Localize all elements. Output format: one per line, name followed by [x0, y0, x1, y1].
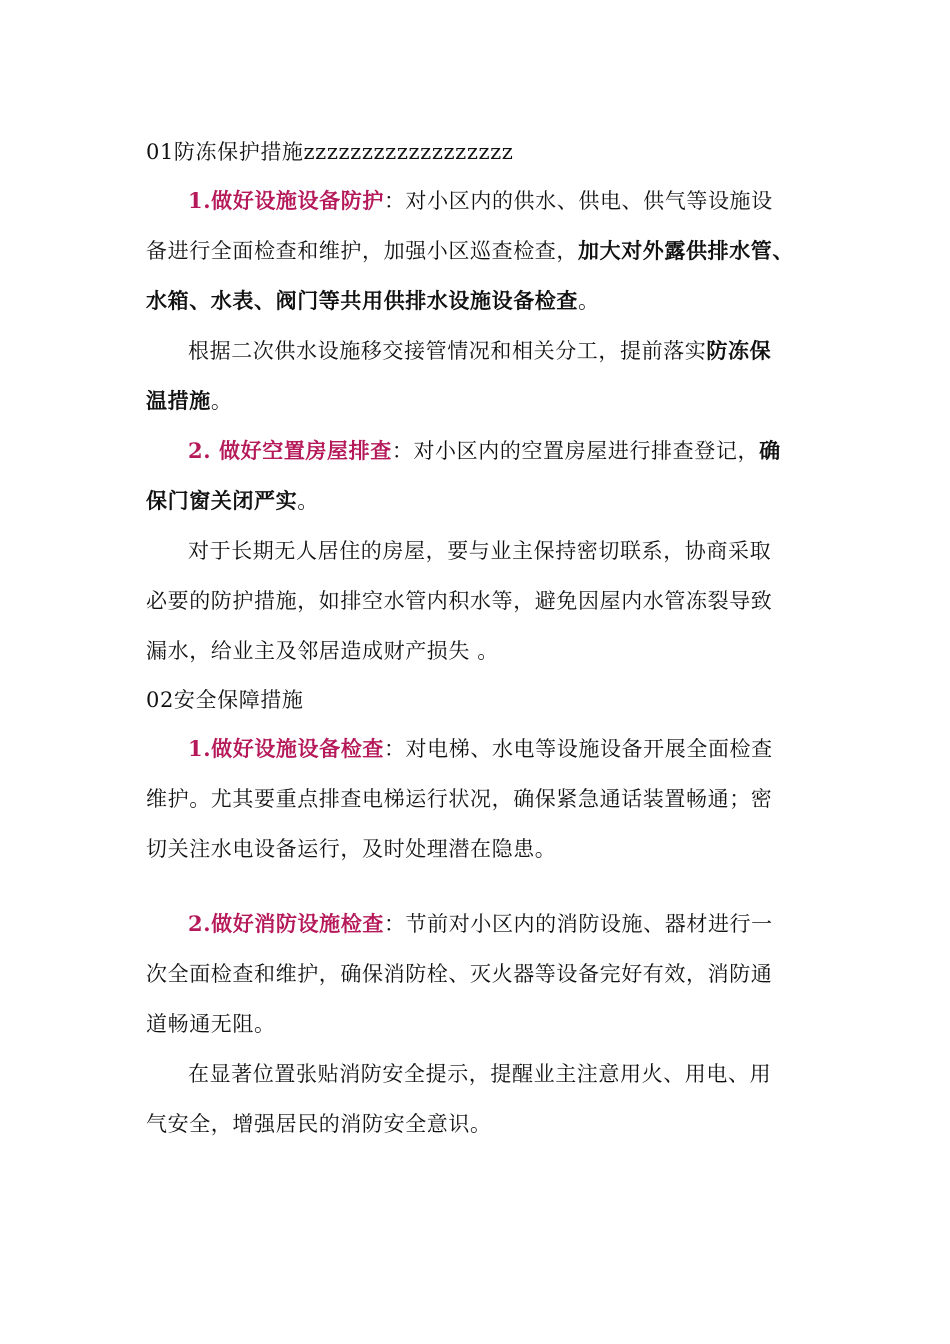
item-1-1-end: 。 — [578, 289, 600, 313]
para-2-text-3: 漏水，给业主及邻居造成财产损失 。 — [146, 639, 499, 663]
item-1-2-sep: ： — [391, 439, 414, 463]
item-2-1-line-3 — [146, 834, 556, 864]
item-2-1-line-1 — [188, 734, 773, 764]
item-2-2-text-1: 节前对小区内的消防设施、器材进行一 — [405, 912, 773, 936]
para-1-bold-1: 防冻保 — [706, 338, 772, 363]
item-1-2-text-1: 对小区内的空置房屋进行排查登记， — [413, 439, 760, 463]
para-1-end: 。 — [210, 389, 233, 413]
para-1-bold-2: 温措施 — [146, 388, 211, 413]
para-3-line-2 — [146, 1109, 492, 1139]
item-2-2-line-2 — [146, 959, 772, 989]
para-3-text-1: 在显著位置张贴消防安全提示，提醒业主注意用火、用电、用 — [188, 1062, 772, 1086]
para-2-text-2: 必要的防护措施，如排空水管内积水等，避免因屋内水管冻裂导致 — [146, 589, 773, 613]
item-2-1-text-1: 对电梯、水电等设施设备开展全面检查 — [405, 737, 773, 761]
item-2-2-text-2: 次全面检查和维护，确保消防栓、灭火器等设备完好有效，消防通 — [146, 962, 773, 986]
item-1-1-bold-2: 水箱、水表、阀门等共用供排水设施设备检查 — [146, 288, 578, 313]
para-1-line-2 — [146, 386, 232, 416]
para-2-text-1: 对于长期无人居住的房屋，要与业主保持密切联系，协商采取 — [188, 539, 772, 563]
item-1-1-text-1: 对小区内的供水、供电、供气等设施设 — [405, 189, 773, 213]
item-1-1-sep: ： — [383, 189, 406, 213]
item-1-2-line-2 — [146, 486, 319, 516]
item-2-1-title: 1.做好设施设备检查 — [188, 736, 384, 761]
para-2-line-1 — [188, 536, 771, 566]
para-2-line-3 — [146, 636, 499, 666]
para-3-text-2: 气安全，增强居民的消防安全意识。 — [146, 1112, 492, 1136]
item-1-1-bold-1: 加大对外露供排水管、 — [578, 238, 794, 263]
item-1-2-line-1 — [188, 436, 781, 466]
item-1-2-bold-1: 确 — [759, 438, 781, 463]
item-2-1-sep: ： — [383, 737, 406, 761]
item-2-1-line-2 — [146, 784, 772, 814]
item-2-2-line-3 — [146, 1009, 276, 1039]
item-1-1-text-2: 备进行全面检查和维护，加强小区巡查检查， — [146, 239, 578, 263]
section-heading-1 — [146, 137, 513, 167]
item-1-1-line-1 — [188, 186, 773, 216]
item-1-1-line-3 — [146, 286, 600, 316]
item-1-2-bold-2: 保门窗关闭严实 — [146, 488, 298, 513]
item-2-1-text-2: 维护。尤其要重点排查电梯运行状况，确保紧急通话装置畅通；密 — [146, 787, 773, 811]
section-heading-2-text: 02安全保障措施 — [146, 688, 304, 712]
section-heading-1-text: 01防冻保护措施zzzzzzzzzzzzzzzzzz — [146, 140, 514, 164]
item-1-2-title: 2. 做好空置房屋排查 — [188, 438, 392, 463]
item-1-2-end: 。 — [297, 489, 319, 513]
para-3-line-1 — [188, 1059, 771, 1089]
item-2-2-line-1 — [188, 909, 773, 939]
item-1-1-title: 1.做好设施设备防护 — [188, 188, 384, 213]
para-2-line-2 — [146, 586, 772, 616]
item-2-2-title: 2.做好消防设施检查 — [188, 911, 384, 936]
section-heading-2 — [146, 685, 304, 715]
item-2-2-text-3: 道畅通无阻。 — [146, 1012, 276, 1036]
item-1-1-line-2 — [146, 236, 794, 266]
para-1-text-1: 根据二次供水设施移交接管情况和相关分工，提前落实 — [188, 339, 707, 363]
item-2-2-sep: ： — [383, 912, 406, 936]
item-2-1-text-3: 切关注水电设备运行，及时处理潜在隐患。 — [146, 837, 557, 861]
para-1-line-1 — [188, 336, 771, 366]
